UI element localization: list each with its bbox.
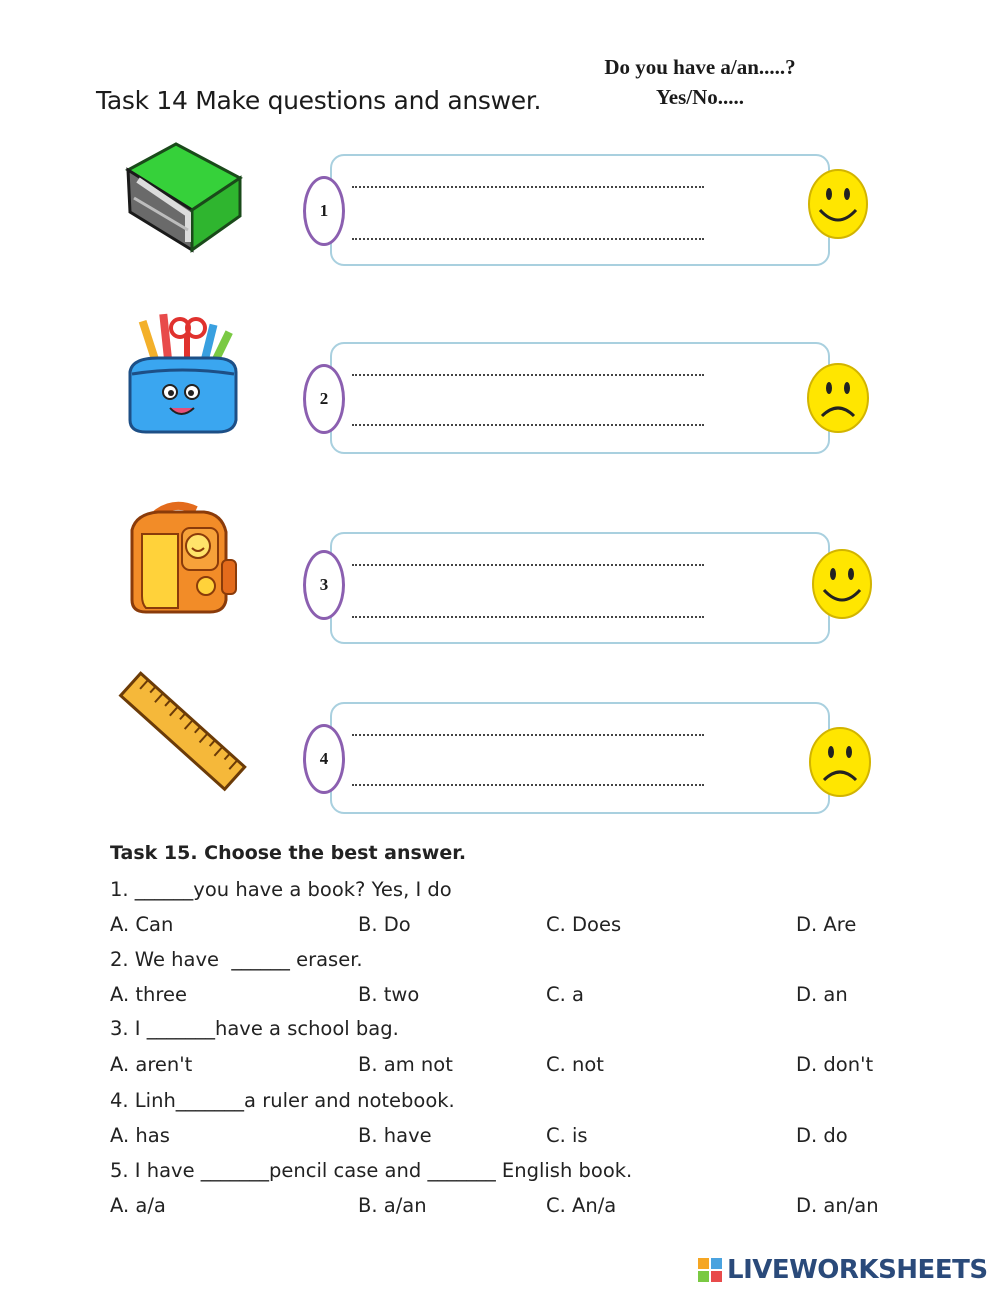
answer-box-3: [330, 532, 830, 644]
pattern-answer: Yes/No.....: [655, 85, 745, 109]
answer-line-3[interactable]: [352, 616, 704, 618]
question-line-1[interactable]: [352, 186, 704, 188]
option-1-a[interactable]: A. Can: [110, 913, 174, 936]
answer-line-1[interactable]: [352, 238, 704, 240]
green-book-icon: [118, 138, 248, 263]
question-line-4[interactable]: [352, 734, 704, 736]
question-4: 4. Linh_______a ruler and notebook.: [110, 1089, 455, 1112]
option-3-b[interactable]: B. am not: [358, 1053, 453, 1076]
smiley-face-icon: [810, 548, 874, 620]
option-2-a[interactable]: A. three: [110, 983, 187, 1006]
pencil-case-icon: [118, 310, 248, 435]
item-number-1: 1: [303, 176, 345, 246]
option-2-b[interactable]: B. two: [358, 983, 420, 1006]
question-2: 2. We have ______ eraser.: [110, 948, 363, 971]
liveworksheets-logo-icon: [697, 1257, 723, 1283]
option-5-d[interactable]: D. an/an: [796, 1194, 879, 1217]
question-line-2[interactable]: [352, 374, 704, 376]
liveworksheets-logo: [697, 1255, 988, 1285]
task15-title: Task 15. Choose the best answer.: [110, 842, 467, 864]
option-3-d[interactable]: D. don't: [796, 1053, 874, 1076]
answer-box-2: [330, 342, 830, 454]
sad-face-icon: [806, 362, 870, 434]
option-2-d[interactable]: D. an: [796, 983, 848, 1006]
answer-line-2[interactable]: [352, 424, 704, 426]
option-5-a[interactable]: A. a/a: [110, 1194, 166, 1217]
option-4-b[interactable]: B. have: [358, 1124, 432, 1147]
answer-line-4[interactable]: [352, 784, 704, 786]
sad-face-icon: [808, 726, 872, 798]
option-1-d[interactable]: D. Are: [796, 913, 857, 936]
task14-item-2: [0, 310, 1000, 440]
item-number-2: 2: [303, 364, 345, 434]
question-1: 1. ______you have a book? Yes, I do: [110, 878, 452, 901]
task14-item-4: [0, 670, 1000, 800]
option-3-a[interactable]: A. aren't: [110, 1053, 193, 1076]
question-5: 5. I have _______pencil case and _______ English book.: [110, 1159, 633, 1182]
option-4-c[interactable]: C. is: [546, 1124, 588, 1147]
question-line-3[interactable]: [352, 564, 704, 566]
school-bag-icon: [118, 500, 248, 625]
option-3-c[interactable]: C. not: [546, 1053, 604, 1076]
option-4-a[interactable]: A. has: [110, 1124, 170, 1147]
answer-box-1: [330, 154, 830, 266]
question-3: 3. I _______have a school bag.: [110, 1017, 399, 1040]
task14-item-3: [0, 500, 1000, 630]
smiley-face-icon: [806, 168, 870, 240]
option-4-d[interactable]: D. do: [796, 1124, 848, 1147]
pattern-question: Do you have a/an.....?: [604, 55, 796, 79]
item-number-4: 4: [303, 724, 345, 794]
option-1-b[interactable]: B. Do: [358, 913, 411, 936]
option-2-c[interactable]: C. a: [546, 983, 584, 1006]
answer-box-4: [330, 702, 830, 814]
logo-text: LIVEWORKSHEETS: [727, 1255, 988, 1285]
ruler-icon: [118, 670, 248, 795]
task14-title: Task 14 Make questions and answer.: [96, 86, 542, 115]
question-pattern: [560, 52, 840, 112]
option-1-c[interactable]: C. Does: [546, 913, 622, 936]
option-5-c[interactable]: C. An/a: [546, 1194, 617, 1217]
option-5-b[interactable]: B. a/an: [358, 1194, 427, 1217]
item-number-3: 3: [303, 550, 345, 620]
task14-item-1: [0, 138, 1000, 268]
